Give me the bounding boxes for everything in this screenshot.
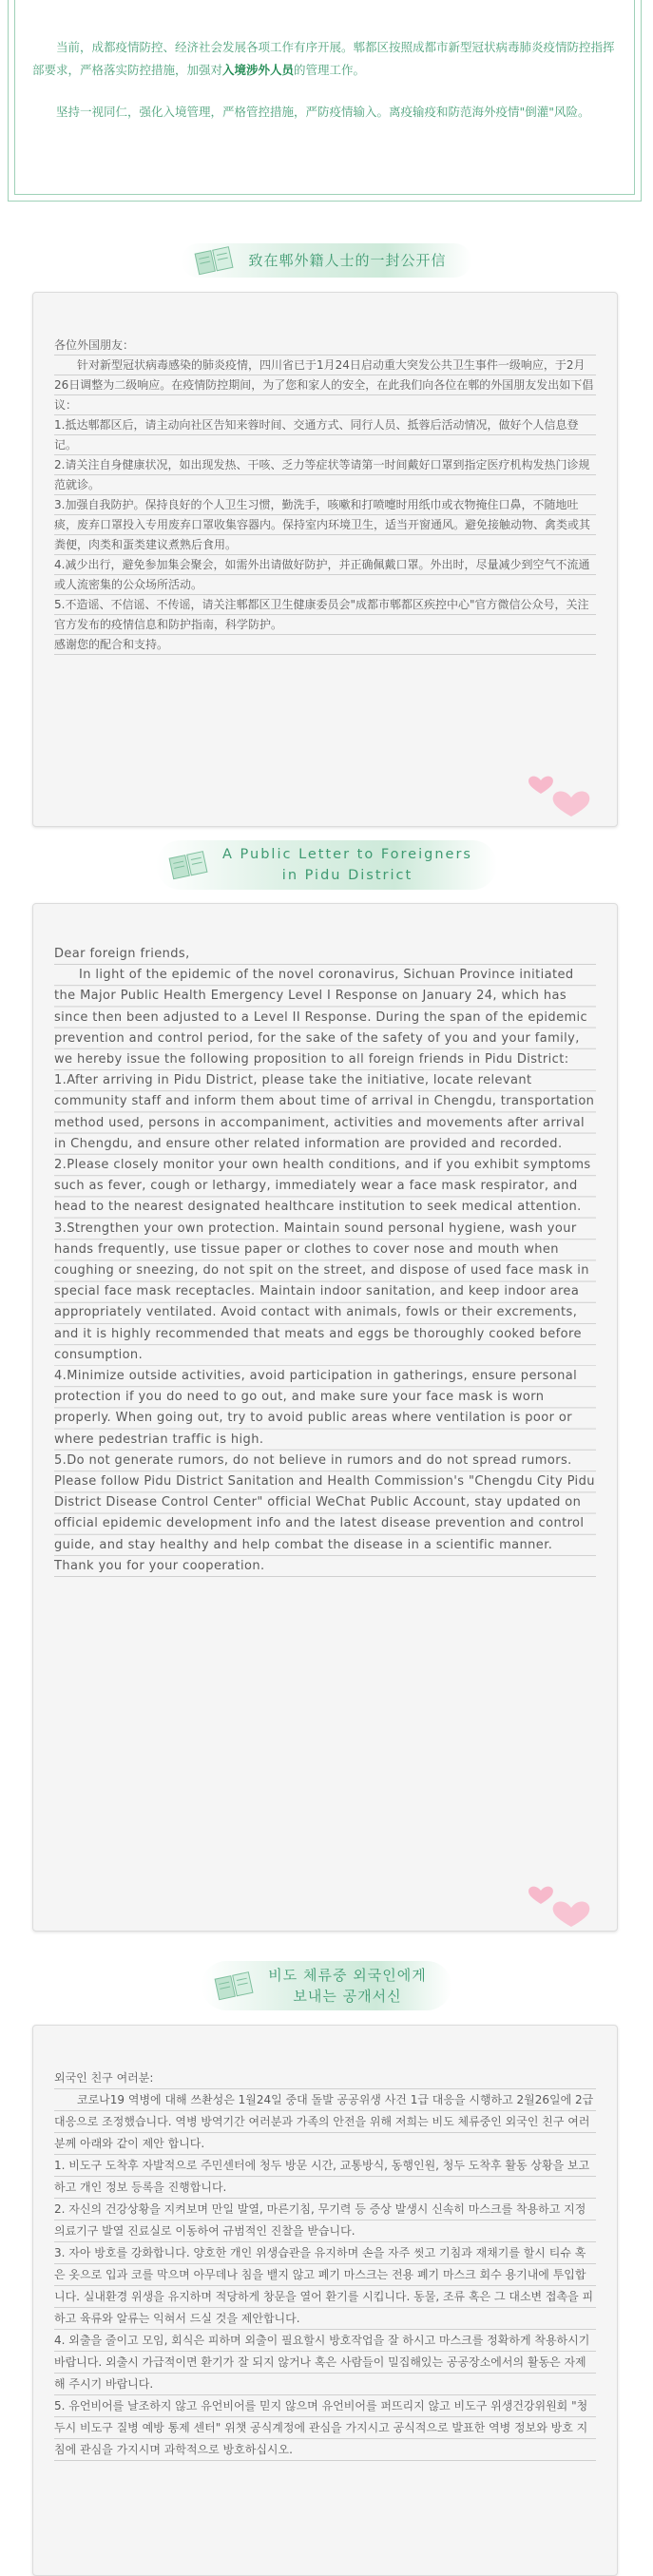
kr-salutation: 외국인 친구 여러분:: [54, 2067, 596, 2089]
cn-item-4: 4.减少出行，避免参加集会聚会，如需外出请做好防护，并正确佩戴口罩。外出时，尽量减少到空气不流通或人流密集的公众场所活动。: [54, 555, 596, 595]
kr-item-3: 3. 자아 방호를 강화합니다. 양호한 개인 위생습관을 유지하며 손을 자주 씻고 기침과 재채기를 할시 티슈 혹은 옷으로 입과 코를 막으며 아무데나 침을 뱉지 않고 폐기 마스크는 전용 폐기 마스크 회수 용기내에 투입합니다. 실내환경 위생을 유지하며 적당하게 창문을 열어 환기를 시킵니다. 동물, 조류 혹은 그 대소변 접촉을 피하고 육류와 알류는 익혀서 드실 것을 제안합니다.: [54, 2242, 596, 2330]
hearts-icon: [522, 759, 598, 817]
cn-banner-title: 致在郫外籍人士的一封公开信: [248, 252, 447, 269]
intro-inner-frame: [14, 0, 635, 195]
kr-banner-line-2: 보내는 공개서신: [293, 1988, 402, 2005]
book-icon: [193, 242, 238, 279]
en-salutation: Dear foreign friends,: [54, 944, 596, 965]
cn-banner-pill: [182, 243, 471, 278]
en-item-3: 3.Strengthen your own protection. Maintain sound personal hygiene, wash your hands frequently, use tissue paper or clothes to cover nose and mouth when coughing or sneezing, do not spit on the street, and dispose of used face mask in special face mask receptacles. Maintain indoor sanitation, and keep indoor area appropriately ventilated. Avoid contact with animals, fowls or their excrements, and it is highly recommended that meats and eggs be thoroughly cooked before consumption.: [54, 1219, 596, 1366]
en-letter-card: [32, 903, 618, 1932]
kr-item-4: 4. 외출을 줄이고 모임, 회식은 피하며 외출이 필요할시 방호작업을 잘 하시고 마스크를 정확하게 착용하시기 바랍니다. 외출시 가급적이면 환기가 잘 되지 않거나 혹은 사람들이 밀집해있는 공공장소에서의 활동은 자제해 주시기 바랍니다.: [54, 2330, 596, 2395]
kr-banner-line-1: 비도 체류중 외국인에게: [268, 1967, 427, 1984]
en-banner-line-2: in Pidu District: [281, 868, 413, 883]
kr-banner: [0, 1961, 653, 2010]
cn-closing: 感谢您的配合和支持。: [54, 635, 596, 655]
en-banner-line-1: A Public Letter to Foreigners: [222, 847, 472, 862]
intro-paragraph-2: 坚持一视同仁，强化入境管理，严格管控措施，严防疫情输入。离疫输疫和防范海外疫情"倒灌"风险。: [56, 105, 590, 119]
en-letter-body: [54, 944, 596, 1577]
en-item-1: 1.After arriving in Pidu District, please take the initiative, locate relevant community staff and inform them about time of arrival in Chengdu, transportation method used, persons in accompaniment, activities and movements after arrival in Chengdu, and ensure other related information are provided and recorded.: [54, 1070, 596, 1155]
kr-banner-pill: [202, 1961, 451, 2010]
en-intro: In light of the epidemic of the novel coronavirus, Sichuan Province initiated the Major Public Health Emergency Level I Response on January 24, which has since then been adjusted to a Level II Response. During the span of the epidemic prevention and control period, for the sake of the safety of you and your family, we hereby issue the following proposition to all foreign friends in Pidu District:: [54, 965, 596, 1070]
kr-intro: 코로나19 역병에 대해 쓰촨성은 1월24일 중대 돌발 공공위생 사건 1급 대응을 시행하고 2월26일에 2급 대응으로 조정했습니다. 역병 방역기간 여러분과 가족의 안전을 위해 저희는 비도 체류중인 외국인 친구 여러분께 아래와 같이 제안 합니다.: [54, 2089, 596, 2155]
intro-box: [8, 0, 642, 202]
kr-item-1: 1. 비도구 도착후 자발적으로 주민센터에 청두 방문 시간, 교통방식, 동행인원, 청두 도착후 활동 상황을 보고하고 개인 정보 등록을 진행합니다.: [54, 2155, 596, 2199]
cn-letter-body: [54, 336, 596, 655]
cn-letter-card: [32, 292, 618, 827]
en-banner: [0, 840, 653, 890]
en-banner-pill: [156, 840, 497, 890]
kr-item-5: 5. 유언비어를 날조하지 않고 유언비어를 믿지 않으며 유언비어를 퍼뜨리지 않고 비도구 위생건강위원회 "청두시 비도구 질병 예방 통제 센터" 위챗 공식계정에 관심을 가지시고 공식적으로 발표한 역병 정보와 방호 지침에 관심을 가지시며 과학적으로 방호하십시오.: [54, 2395, 596, 2461]
kr-letter-body: [54, 2067, 596, 2461]
cn-banner: [0, 243, 653, 278]
en-item-4: 4.Minimize outside activities, avoid participation in gatherings, ensure personal protection if you do need to go out, and make sure your face mask is worn properly. When going out, try to avoid public areas where ventilation is poor or where pedestrian traffic is high.: [54, 1366, 596, 1451]
cn-intro: 针对新型冠状病毒感染的肺炎疫情，四川省已于1月24日启动重大突发公共卫生事件一级响应，于2月26日调整为二级响应。在疫情防控期间，为了您和家人的安全，在此我们向各位在郫的外国朋友发出如下倡议：: [54, 356, 596, 415]
kr-item-2: 2. 자신의 건강상황을 지켜보며 만일 발열, 마른기침, 무기력 등 증상 발생시 신속히 마스크를 착용하고 지정 의료기구 발열 진료실로 이동하여 규범적인 진찰을 받습니다.: [54, 2199, 596, 2242]
kr-letter-card: [32, 2025, 618, 2576]
kr-banner-title: [268, 1965, 426, 2007]
cn-item-1: 1.抵达郫都区后，请主动向社区告知来蓉时间、交通方式、同行人员、抵蓉后活动情况，做好个人信息登记。: [54, 415, 596, 455]
cn-item-3: 3.加强自我防护。保持良好的个人卫生习惯，勤洗手，咳嗽和打喷嚏时用纸巾或衣物掩住口鼻，不随地吐痰，废弃口罩投入专用废弃口罩收集容器内。保持室内环境卫生，适当开窗通风。避免接触动物、禽类或其粪便，肉类和蛋类建议煮熟后食用。: [54, 495, 596, 555]
cn-item-2: 2.请关注自身健康状况，如出现发热、干咳、乏力等症状等请第一时间戴好口罩到指定医疗机构发热门诊规范就诊。: [54, 455, 596, 495]
book-icon: [166, 847, 211, 883]
cn-salutation: 各位外国朋友：: [54, 336, 596, 356]
en-item-2: 2.Please closely monitor your own health conditions, and if you exhibit symptoms such as fever, cough or lethargy, immediately wear a face mask respirator, and head to the nearest designated healthcare institution to seek medical attention.: [54, 1155, 596, 1219]
hearts-icon: [522, 1870, 598, 1927]
intro-paragraph-1: 当前，成都疫情防控、经济社会发展各项工作有序开展。郫都区按照成都市新型冠状病毒肺炎疫情防控指挥部要求，严格落实防控措施，加强对入境涉外人员的管理工作。: [32, 40, 615, 77]
book-icon: [213, 1968, 258, 2004]
en-closing: Thank you for your cooperation.: [54, 1556, 596, 1577]
en-banner-title: [222, 844, 472, 886]
cn-item-5: 5.不造谣、不信谣、不传谣，请关注郫都区卫生健康委员会"成都市郫都区疾控中心"官方微信公众号，关注官方发布的疫情信息和防护指南，科学防护。: [54, 595, 596, 635]
highlight-text: 入境涉外人员: [222, 63, 295, 77]
en-item-5: 5.Do not generate rumors, do not believe in rumors and do not spread rumors. Please follow Pidu District Sanitation and Health Commission's "Chengdu City Pidu District Disease Control Center" official WeChat Public Account, stay updated on official epidemic development info and the latest disease prevention and control guide, and stay healthy and help combat the disease in a scientific manner.: [54, 1451, 596, 1556]
